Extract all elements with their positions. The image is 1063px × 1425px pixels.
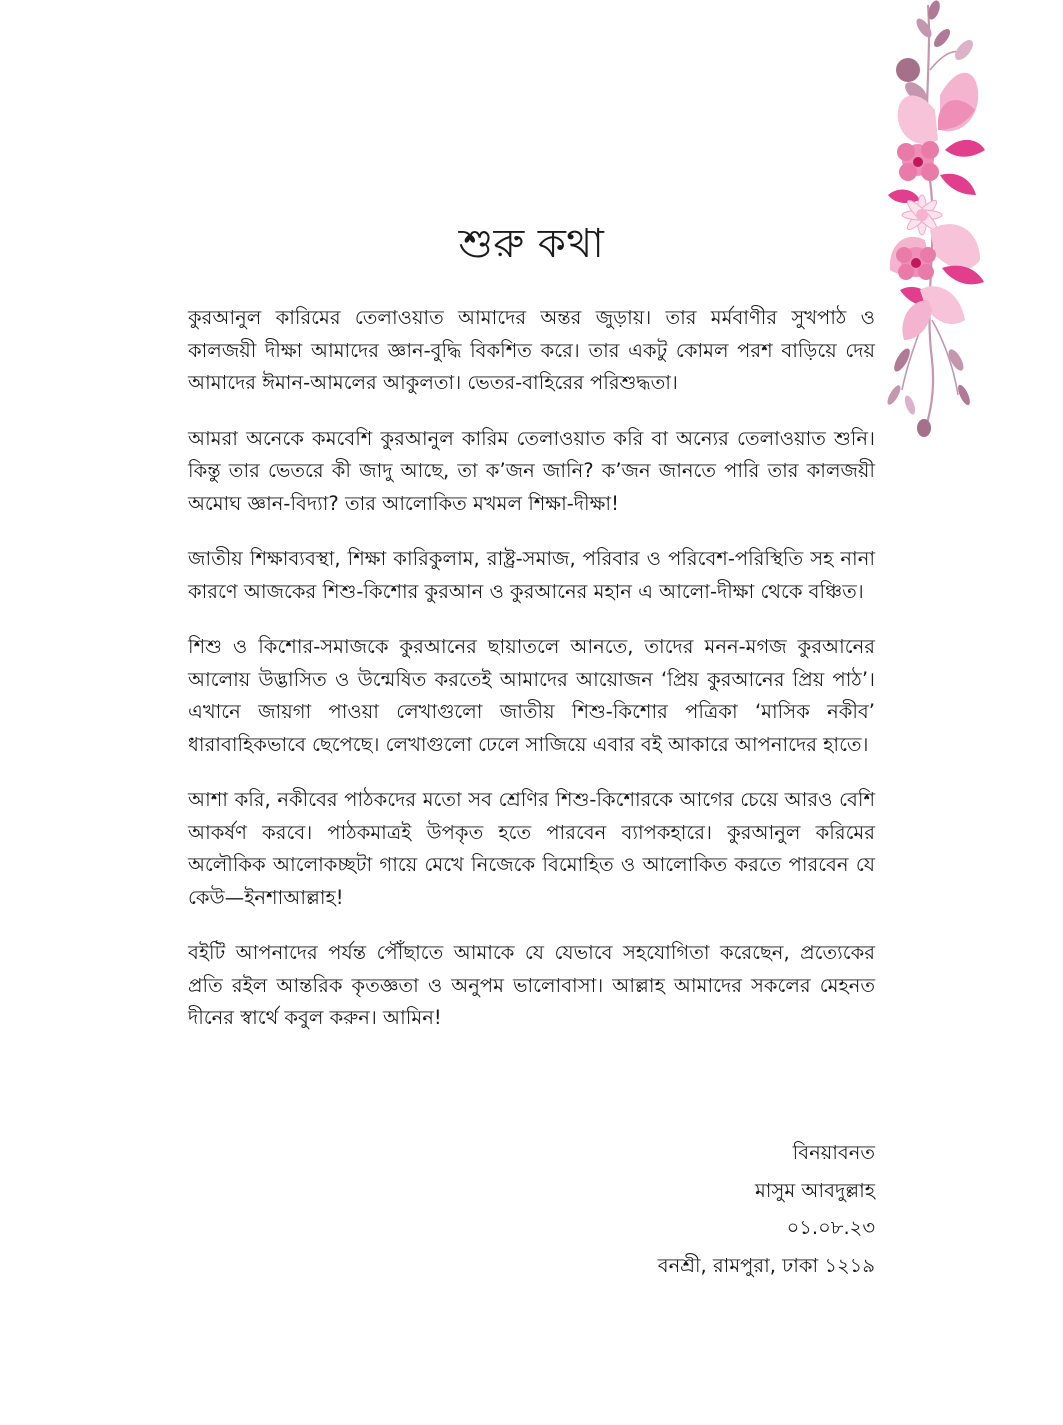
page-title: শুরু কথা bbox=[458, 221, 605, 267]
paragraph-1: কুরআনুল কারিমের তেলাওয়াত আমাদের অন্তর জুড়ায়। তার মর্মবাণীর সুখপাঠ ও কালজয়ী দীক্ষা আমাদের জ্ঞান-বুদ্ধি বিকশিত করে। তার একটু কোমল পরশ বাড়িয়ে দেয় আমাদের ঈমান-আমলের আকুলতা। ভেতর-বাহিরের পরিশুদ্ধতা। bbox=[188, 306, 875, 394]
signoff-place: বনশ্রী, রামপুরা, ঢাকা ১২১৯ bbox=[657, 1253, 875, 1277]
paragraph-6: বইটি আপনাদের পর্যন্ত পৌঁছাতে আমাকে যে যেভাবে সহযোগিতা করেছেন, প্রত্যেকের প্রতি রইল আন্তরিক কৃতজ্ঞতা ও অনুপম ভালোবাসা। আল্লাহ আমাদের সকলের মেহনত দীনের স্বার্থে কবুল করুন। আমিন! bbox=[188, 941, 875, 1029]
signoff-block bbox=[560, 1134, 875, 1284]
closing-text: বিনয়াবনত bbox=[792, 1141, 875, 1164]
body-text bbox=[188, 302, 875, 1058]
paragraph-3: জাতীয় শিক্ষাব্যবস্থা, শিক্ষা কারিকুলাম, রাষ্ট্র-সমাজ, পরিবার ও পরিবেশ-পরিস্থিতি সহ নানা কারণে আজকের শিশু-কিশোর কুরআন ও কুরআনের মহান এ আলো-দীক্ষা থেকে বঞ্চিত। bbox=[188, 547, 875, 603]
signoff-date: ০১.০৮.২৩ bbox=[786, 1216, 875, 1239]
paragraph-5: আশা করি, নকীবের পাঠকদের মতো সব শ্রেণির শিশু-কিশোরকে আগের চেয়ে আরও বেশি আকর্ষণ করবে। পাঠকমাত্রই উপকৃত হতে পারবেন ব্যাপকহারে। কুরআনুল করিমের অলৌকিক আলোকচ্ছটা গায়ে মেখে নিজেকে বিমোহিত ও আলোকিত করতে পারবেন যে কেউ—ইনশাআল্লাহ! bbox=[188, 788, 875, 909]
paragraph-4: শিশু ও কিশোর-সমাজকে কুরআনের ছায়াতলে আনতে, তাদের মনন-মগজ কুরআনের আলোয় উদ্ভাসিত ও উন্মেষিত করতেই আমাদের আয়োজন ‘প্রিয় কুরআনের প্রিয় পাঠ’। এখানে জায়গা পাওয়া লেখাগুলো জাতীয় শিশু-কিশোর পত্রিকা ‘মাসিক নকীব’ ধারাবাহিকভাবে ছেপেছে। লেখাগুলো ঢেলে সাজিয়ে এবার বই আকারে আপনাদের হাতে। bbox=[188, 635, 875, 756]
author-name: মাসুম আবদুল্লাহ bbox=[754, 1178, 875, 1202]
paragraph-2: আমরা অনেকে কমবেশি কুরআনুল কারিম তেলাওয়াত করি বা অন্যের তেলাওয়াত শুনি। কিন্তু তার ভেতরে কী জাদু আছে, তা ক’জন জানি? ক’জন জানতে পারি তার কালজয়ী অমোঘ জ্ঞান-বিদ্যা? তার আলোকিত মখমল শিক্ষা-দীক্ষা! bbox=[188, 426, 875, 515]
